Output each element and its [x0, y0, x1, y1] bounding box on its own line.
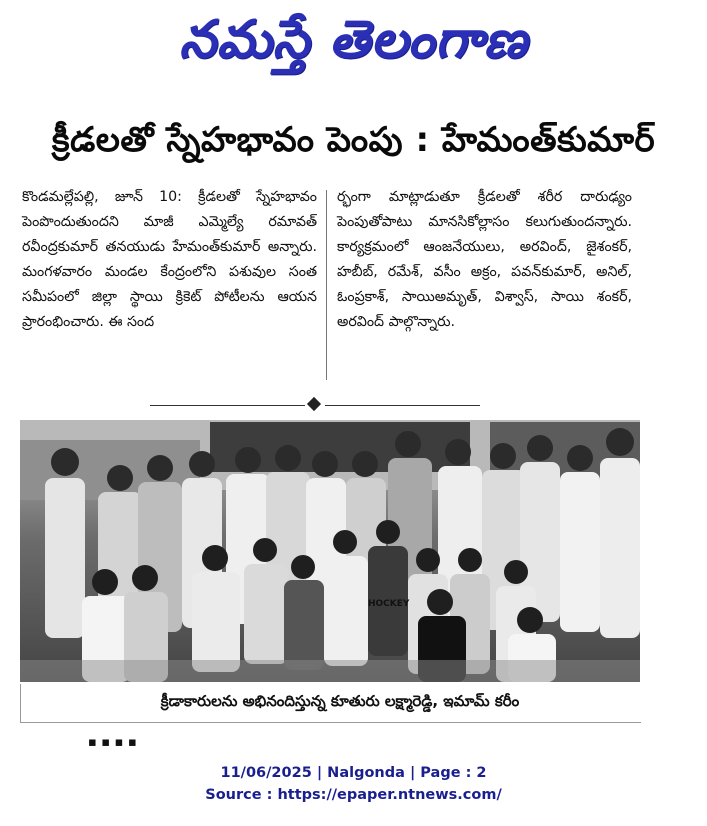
photo-caption: క్రీడాకారులను అభినందిస్తున్న కూతురు లక్ష్మారెడ్డి, ఇమామ్ కరీం	[160, 692, 520, 710]
next-article-snippet: ▪ ▪ ▪ ▪	[88, 738, 137, 748]
jersey-text: HOCKEY	[368, 599, 410, 609]
article-headline: క్రీడలతో స్నేహభావం పెంపు : హేమంత్‌కుమార్	[51, 120, 656, 160]
article-column-right	[337, 185, 632, 385]
newspaper-title: నమస్తే తెలంగాణ	[179, 9, 528, 70]
article-photo	[20, 420, 640, 682]
group-photo-illustration	[20, 420, 640, 682]
article-column-left	[22, 185, 317, 385]
article-body	[22, 185, 632, 385]
article-text-right: ర్భంగా మాట్లాడుతూ క్రీడలతో శరీర దారుఢ్యం పెంపుతోపాటు మానసికోల్లాసం కలుగుతుందన్నారు. కార్యక్రమంలో ఆంజనేయులు, అరవింద్, జైశంకర్, హబీబ్, రమేశ్, వసీం అక్రం, పవన్‌కుమార్, అనిల్, ఓంప్రకాశ్, సాయిఅమృత్, విశ్వాస్, సాయి శంకర్, అరవింద్ పాల్గొన్నారు.	[337, 189, 632, 330]
masthead	[0, 0, 707, 92]
page-footer	[0, 762, 707, 812]
footer-date-edition: 11/06/2025 | Nalgonda | Page : 2	[220, 765, 487, 781]
section-separator	[150, 398, 480, 412]
article-text-left: కొండమల్లేపల్లి, జూన్ 10: క్రీడలతో స్నేహభావం పెంపొందుతుందని మాజీ ఎమ్మెల్యే రమావత్ రవీంద్రకుమార్ తనయుడు హేమంత్‌కుమార్ అన్నారు. మంగళవారం మండల కేంద్రంలోని పశువుల సంత సమీపంలో జిల్లా స్థాయి క్రికెట్ పోటీలను ఆయన ప్రారంభించారు. ఈ సంద	[22, 189, 317, 330]
diamond-icon	[307, 397, 321, 411]
footer-source: Source : https://epaper.ntnews.com/	[205, 787, 502, 803]
